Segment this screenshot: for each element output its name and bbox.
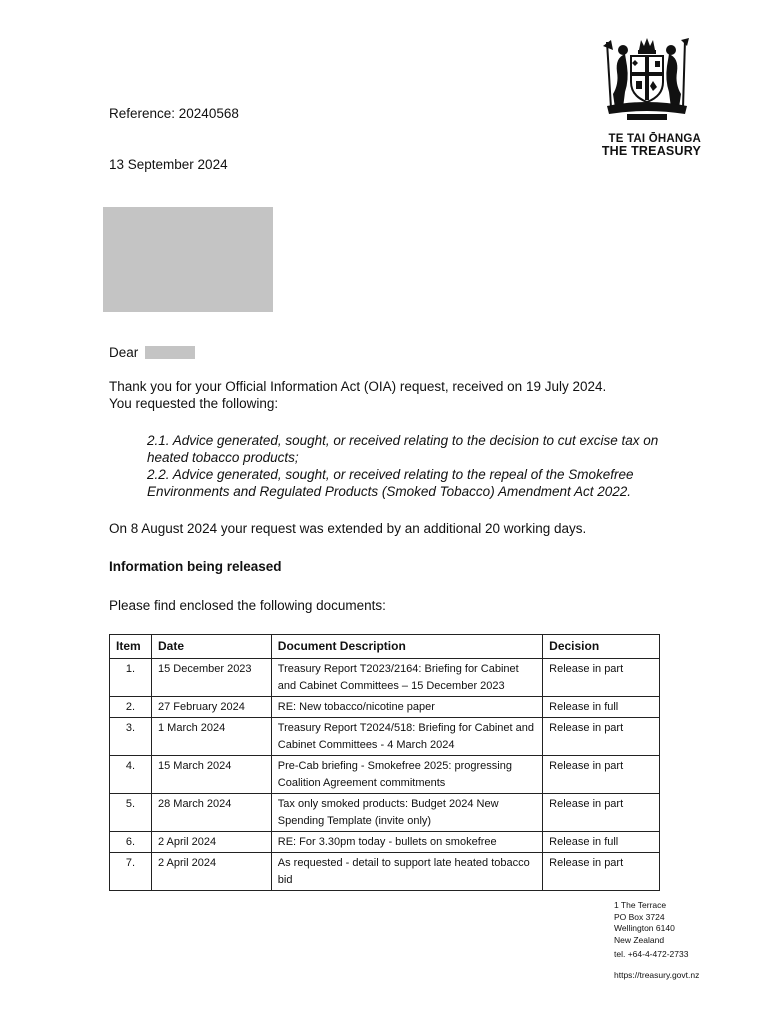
row-decision: Release in part <box>543 756 660 794</box>
row-date: 27 February 2024 <box>151 697 271 718</box>
request-quote <box>147 432 687 500</box>
table-row <box>110 659 660 697</box>
row-date: 15 March 2024 <box>151 756 271 794</box>
row-description: RE: For 3.30pm today - bullets on smokefree <box>271 832 542 853</box>
nz-coat-of-arms-icon <box>593 36 701 124</box>
documents-table <box>109 634 660 891</box>
row-decision: Release in part <box>543 659 660 697</box>
row-item: 2. <box>110 697 152 718</box>
address-website[interactable]: https://treasury.govt.nz <box>614 969 700 980</box>
row-decision: Release in part <box>543 853 660 891</box>
table-header-row <box>110 635 660 659</box>
row-item: 6. <box>110 832 152 853</box>
row-decision: Release in full <box>543 832 660 853</box>
row-description: As requested - detail to support late heated tobacco bid <box>271 853 542 891</box>
address-line: PO Box 3724 <box>614 911 665 922</box>
row-description: Tax only smoked products: Budget 2024 New Spending Template (invite only) <box>271 794 542 832</box>
row-date: 28 March 2024 <box>151 794 271 832</box>
section-heading: Information being released <box>109 559 282 574</box>
org-name-english: THE TREASURY <box>601 144 701 158</box>
row-item: 1. <box>110 659 152 697</box>
header-item: Item <box>110 635 152 659</box>
table-row <box>110 718 660 756</box>
row-item: 3. <box>110 718 152 756</box>
address-phone: tel. +64-4-472-2733 <box>614 949 689 959</box>
row-description: RE: New tobacco/nicotine paper <box>271 697 542 718</box>
reference-number: Reference: 20240568 <box>109 106 239 121</box>
row-item: 4. <box>110 756 152 794</box>
address-line: New Zealand <box>614 934 665 945</box>
header-decision: Decision <box>543 635 660 659</box>
redacted-address-block <box>103 207 273 312</box>
table-row <box>110 697 660 718</box>
row-date: 2 April 2024 <box>151 853 271 891</box>
request-item-2: 2.2. Advice generated, sought, or received relating to the repeal of the Smokefree Environments and Regulated Products (Smoked Tobacco) Amendment Act 2022. <box>147 467 634 499</box>
redacted-name <box>145 346 195 359</box>
row-item: 5. <box>110 794 152 832</box>
table-row <box>110 794 660 832</box>
salutation-text: Dear <box>109 345 139 360</box>
row-date: 1 March 2024 <box>151 718 271 756</box>
header-description: Document Description <box>271 635 542 659</box>
letter-date: 13 September 2024 <box>109 157 228 172</box>
row-description: Pre-Cab briefing - Smokefree 2025: progressing Coalition Agreement commitments <box>271 756 542 794</box>
table-row <box>110 853 660 891</box>
salutation <box>109 344 138 361</box>
intro-line-2: You requested the following: <box>109 396 279 411</box>
org-name-maori: TE TAI ŌHANGA <box>608 133 701 145</box>
row-item: 7. <box>110 853 152 891</box>
address-line: Wellington 6140 <box>614 923 675 933</box>
footer-address <box>614 900 699 981</box>
row-decision: Release in part <box>543 794 660 832</box>
row-description: Treasury Report T2023/2164: Briefing for Cabinet and Cabinet Committees – 15 December 2023 <box>271 659 542 697</box>
row-date: 2 April 2024 <box>151 832 271 853</box>
header-date: Date <box>151 635 271 659</box>
request-item-1: 2.1. Advice generated, sought, or received relating to the decision to cut excise tax on heated tobacco products; <box>147 433 659 465</box>
intro-line-1: Thank you for your Official Information Act (OIA) request, received on 19 July 2024. <box>109 379 607 394</box>
row-decision: Release in full <box>543 697 660 718</box>
enclosed-text: Please find enclosed the following documents: <box>109 598 386 613</box>
table-row <box>110 756 660 794</box>
extension-notice: On 8 August 2024 your request was extended by an additional 20 working days. <box>109 521 587 536</box>
row-decision: Release in part <box>543 718 660 756</box>
table-row <box>110 832 660 853</box>
row-description: Treasury Report T2024/518: Briefing for Cabinet and Cabinet Committees - 4 March 2024 <box>271 718 542 756</box>
row-date: 15 December 2023 <box>151 659 271 697</box>
address-line: 1 The Terrace <box>614 900 667 910</box>
